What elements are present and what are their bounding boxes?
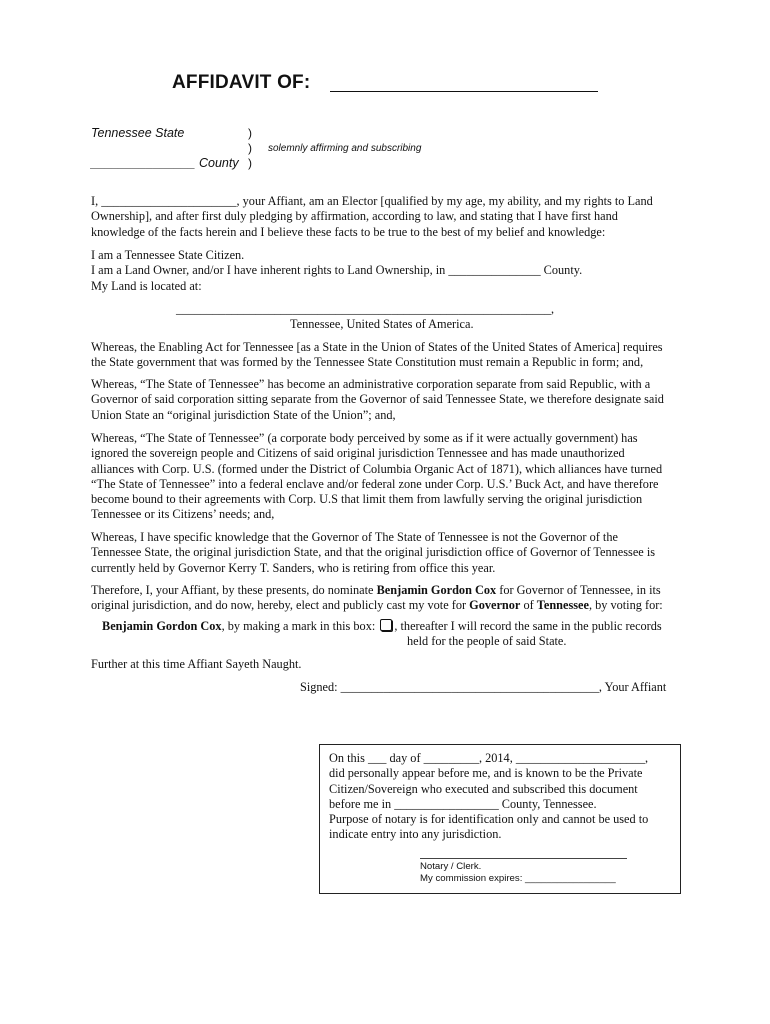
county-blank[interactable]: _______________ [91,156,196,170]
paragraph-line: Whereas, the Enabling Act for Tennessee [as a State in the Union of States of the United States of America] requires [91,340,663,354]
paragraph-line: the State government that was formed by the Tennessee State Constitution must remain a Republic in form; and, [91,355,644,370]
whereas-paragraph-3 [91,431,681,523]
commission-expires[interactable]: My commission expires: _________________ [420,873,616,884]
notary-line: before me in _________________ County, Tennessee. [329,796,597,811]
notary-clerk-label: Notary / Clerk. [420,861,482,872]
intro-paragraph [91,194,681,240]
paragraph-line: Whereas, “The State of Tennessee” (a corporate body perceived by some as if it were actually government) has [91,431,638,445]
caption-paren-1: ) [248,126,252,140]
candidate-name: Benjamin Gordon Cox [102,619,222,633]
therefore-line-4: held for the people of said State. [407,634,567,648]
whereas-paragraph-2 [91,377,681,423]
notary-line: Purpose of notary is for identification only and cannot be used to [329,812,649,827]
affiant-name-line[interactable] [330,91,598,92]
intro-line: Ownership], and after first duly pledging by affirmation, according to law, and stating that I have first hand [91,209,618,224]
document-title: AFFIDAVIT OF: [172,72,311,93]
whereas-paragraph-1 [91,340,681,371]
state-label: Tennessee State [91,126,185,140]
notary-signature-line[interactable] [420,858,627,859]
intro-line: I, ______________________, your Affiant, am an Elector [qualified by my age, my ability, and my rights to Land [91,194,653,208]
signature-line[interactable]: Signed: __________________________________________, Your Affiant [300,680,667,694]
candidate-name: Benjamin Gordon Cox [376,583,497,597]
citizen-statement: I am a Tennessee State Citizen. [91,248,245,262]
whereas-paragraph-4 [91,530,681,576]
notary-text [329,751,648,843]
paragraph-line: ignored the sovereign people and Citizens of said original jurisdiction Tennessee and has made unauthorized [91,446,625,461]
paragraph-line: Union State an “original jurisdiction State of the Union”; and, [91,407,396,422]
paragraph-line: Whereas, “The State of Tennessee” has become an administrative corporation separate from said Republic, with a [91,377,651,391]
paragraph-line: currently held by Governor Kerry T. Sanders, who is retiring from office this year. [91,560,496,575]
notary-line: Citizen/Sovereign who executed and subscribed this document [329,781,638,796]
paragraph-line: alliances with Corp. U.S. (formed under the District of Columbia Organic Act of 1871), which alliances have turned [91,461,663,476]
paragraph-line: Tennessee or its Citizens’ needs; and, [91,507,275,522]
paragraph-line: “The State of Tennessee” into a federal enclave and/or federal zone under Corp. U.S.’ Buck Act, and have therefore [91,476,659,491]
intro-line: knowledge of the facts herein and I believe these facts to be true to the best of my belief and knowledge: [91,224,606,239]
paragraph-line: Governor of said corporation sitting separate from the Governor of said Tennessee State, we therefore designate said [91,392,664,407]
notary-line: indicate entry into any jurisdiction. [329,827,502,842]
address-line[interactable]: _____________________________________________________________, [176,302,555,316]
vote-checkbox[interactable] [380,619,392,631]
affirming-text: solemnly affirming and subscribing [268,143,422,154]
notary-line: On this ___ day of _________, 2014, _____________________, [329,751,649,765]
therefore-line-1: Therefore, I, your Affiant, by these presents, do nominate Benjamin Gordon Cox for Governor of Tennessee, in its [91,583,661,597]
paragraph-line: Tennessee State, the original jurisdiction State, and that the original jurisdiction office of Governor of Tennessee is [91,545,656,560]
therefore-paragraph [91,583,681,614]
paragraph-line: become bound to their agreements with Corp. U.S that limit them from lawfully serving the original jurisdiction [91,492,643,507]
land-location-label: My Land is located at: [91,278,202,293]
sayeth-naught: Further at this time Affiant Sayeth Naught. [91,657,302,671]
notary-line: did personally appear before me, and is known to be the Private [329,766,643,781]
land-owner-statement: I am a Land Owner, and/or I have inherent rights to Land Ownership, in _______________ County. [91,263,583,278]
caption-paren-2: ) [248,141,252,155]
address-country: Tennessee, United States of America. [290,317,474,331]
paragraph-line: Whereas, I have specific knowledge that the Governor of The State of Tennessee is not the Governor of the [91,530,618,544]
therefore-line-3: Benjamin Gordon Cox, by making a mark in this box: , thereafter I will record the same in the public records [102,619,662,633]
therefore-line-2: original jurisdiction, and do now, hereby, elect and publicly cast my vote for Governor of Tennessee, by voting for: [91,598,663,613]
caption-paren-3: ) [248,156,252,170]
county-label: County [199,156,239,170]
statements [91,248,681,294]
